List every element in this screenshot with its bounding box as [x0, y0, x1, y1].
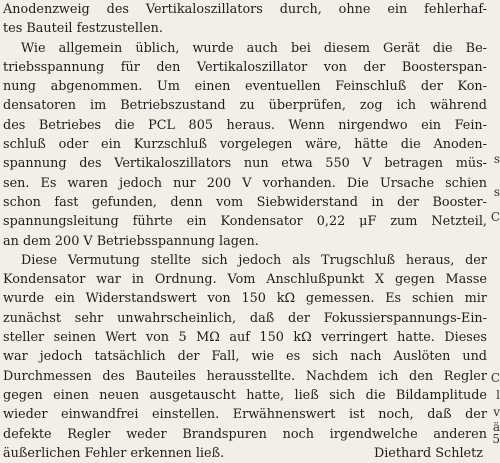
text-line: steller seinen Wert von 5 MΩ auf 150 kΩ verringert hatte. Dieses	[3, 330, 487, 346]
fragment-char: C	[490, 371, 500, 385]
text-line: war jedoch tatsächlich der Fall, wie es sich nach Auslöten und	[3, 349, 487, 365]
fragment-char: v	[493, 405, 500, 419]
text-line: Anodenzweig des Vertikaloszillators durch, ohne ein fehlerhaf-	[3, 2, 487, 17]
text-line: Kondensator war in Ordnung. Vom Anschlußpunkt X gegen Masse	[3, 272, 487, 288]
fragment-char: l	[496, 388, 500, 402]
text-line: wurde ein Widerstandswert von 150 kΩ gemessen. Es schien mir	[3, 291, 487, 307]
text-line: tes Bauteil festzustellen.	[3, 21, 163, 37]
text-line: Durchmessen des Bauteiles herausstellte. Nachdem ich den Regler	[3, 368, 487, 384]
text-line: schon fast gefunden, denn vom Siebwiderstand in der Booster-	[3, 194, 487, 210]
text-line: spannung des Vertikaloszillators nun etwa 550 V betragen müs-	[3, 156, 487, 172]
text-line: spannungsleitung führte ein Kondensator 0,22 μF zum Netzteil,	[3, 214, 487, 230]
text-line: gegen einen neuen ausgetauscht hatte, ließ sich die Bildamplitude	[3, 387, 487, 403]
text-line: sen. Es waren jedoch nur 200 V vorhanden. Die Ursache schien	[3, 175, 487, 191]
text-line: nung abgenommen. Um einen eventuellen Feinschluß der Kon-	[3, 79, 487, 95]
fragment-char: s	[493, 185, 500, 199]
text-line: Diese Vermutung stellte sich jedoch als Trugschluß heraus, der	[21, 252, 487, 268]
text-line: zunächst sehr unwahrscheinlich, daß der Fokussierspannungs-Ein-	[3, 310, 487, 326]
closing-line	[3, 444, 487, 463]
adjacent-column-fragment	[490, 0, 500, 446]
text-line: an dem 200 V Betriebsspannung lagen.	[3, 233, 259, 249]
closing-text: äußerlichen Fehler erkennen ließ.	[3, 445, 225, 461]
text-line: Wie allgemein üblich, wurde auch bei diesem Gerät die Be-	[21, 40, 487, 56]
text-line: schluß oder ein Kurzschluß vorgelegen wäre, hätte die Anoden-	[3, 137, 487, 153]
fragment-char: s	[493, 152, 500, 166]
author-signature: Diethard Schletz	[373, 445, 483, 461]
article-text	[3, 0, 487, 463]
fragment-char: 5	[492, 432, 500, 446]
text-line: triebsspannung für den Vertikaloszillator von der Boosterspan-	[3, 59, 487, 75]
text-line: wieder einwandfrei einstellen. Erwähnenswert ist noch, daß der	[3, 407, 487, 423]
fragment-char: ä	[492, 420, 500, 434]
text-line: des Betriebes die PCL 805 heraus. Wenn nirgendwo ein Fein-	[3, 117, 487, 133]
text-line: defekte Regler weder Brandspuren noch irgendwelche anderen	[3, 426, 487, 442]
text-line: densatoren im Betriebszustand zu überprüfen, zog ich während	[3, 98, 487, 114]
fragment-char: C	[490, 210, 500, 224]
